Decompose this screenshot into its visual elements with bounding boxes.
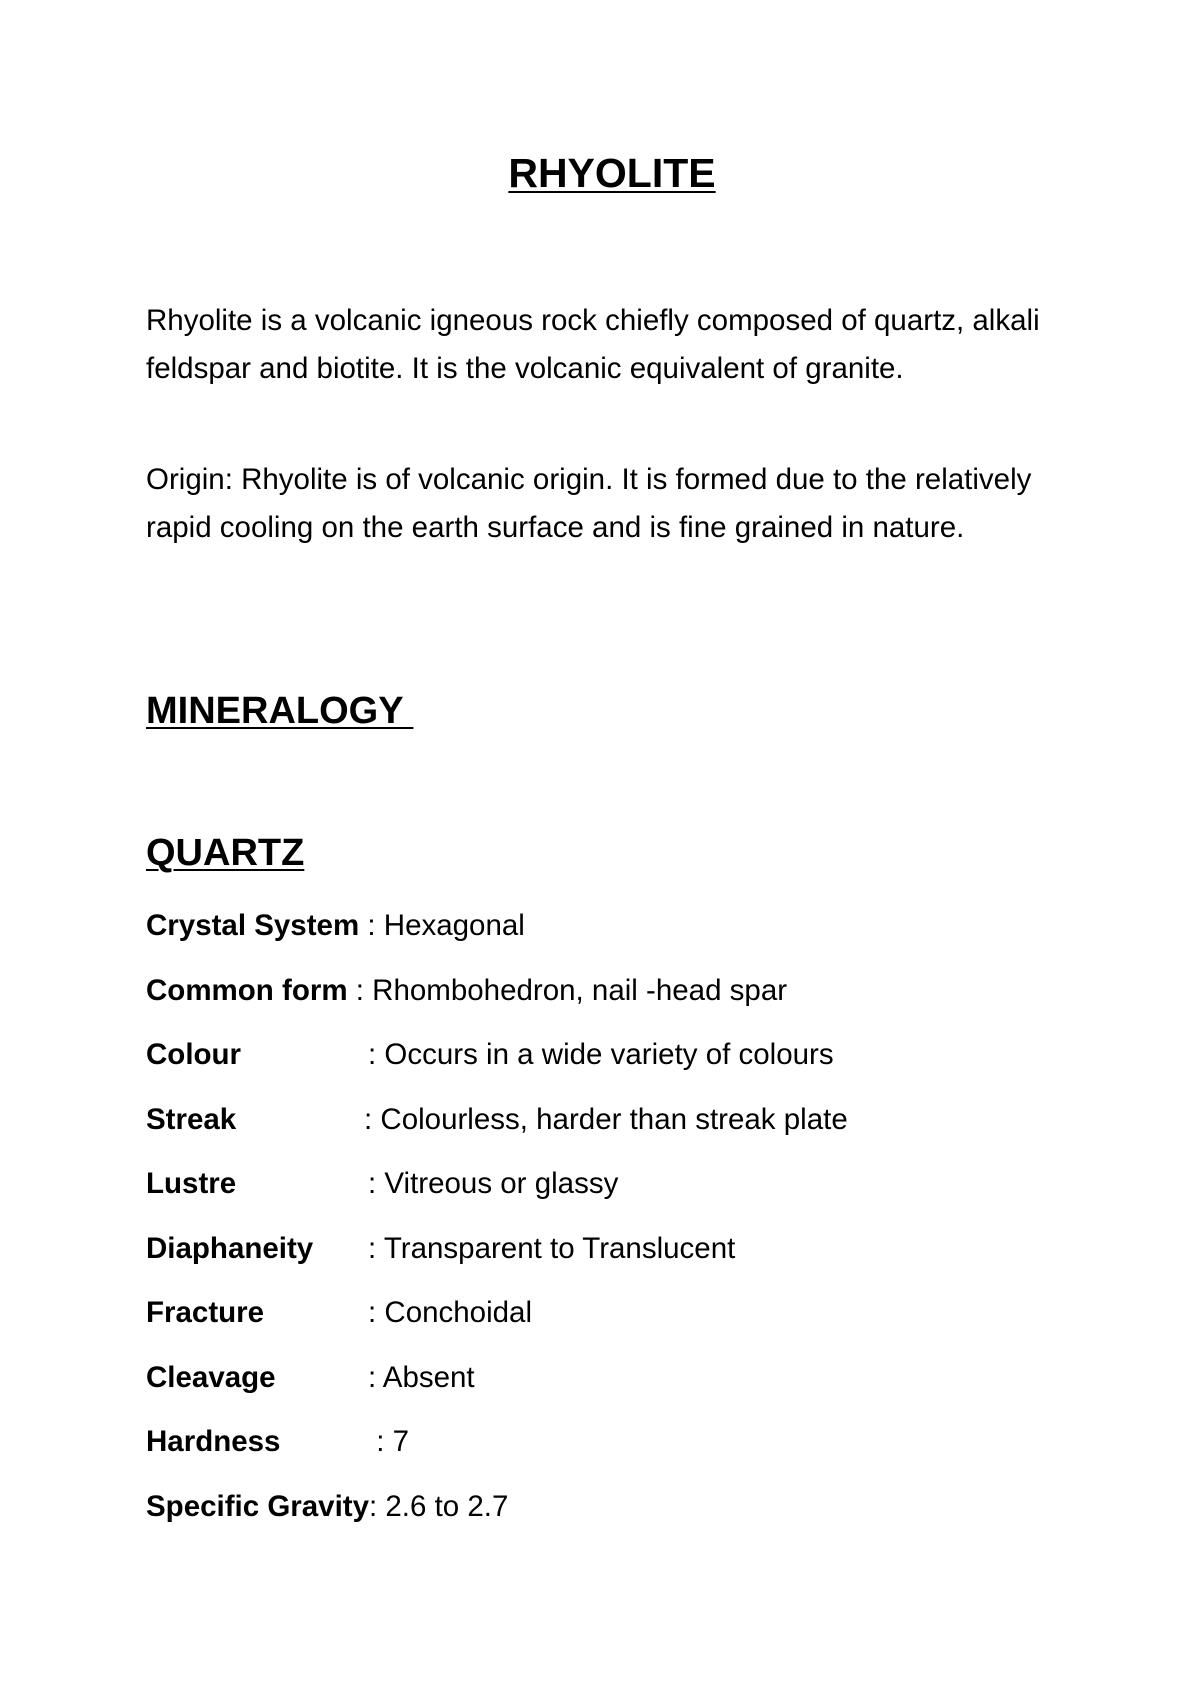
property-value: : 2.6 to 2.7 xyxy=(369,1489,509,1523)
property-row xyxy=(146,1293,1106,1358)
property-row xyxy=(146,1358,1106,1423)
property-value: : Conchoidal xyxy=(368,1296,532,1329)
property-label: Crystal System xyxy=(146,909,360,942)
property-label: Cleavage xyxy=(146,1360,276,1394)
property-value: : Hexagonal xyxy=(359,909,525,942)
property-label: Common form xyxy=(146,973,348,1007)
property-value: : Colourless, harder than streak plate xyxy=(364,1102,848,1136)
property-row xyxy=(146,906,1106,971)
property-value: : Absent xyxy=(368,1360,475,1394)
property-label: Streak xyxy=(146,1102,237,1136)
property-label: Hardness xyxy=(146,1425,281,1458)
property-value: : Occurs in a wide variety of colours xyxy=(368,1038,834,1071)
property-row xyxy=(146,1422,1106,1487)
property-row xyxy=(146,1035,1106,1100)
property-row xyxy=(146,971,1106,1036)
origin-paragraph: Origin: Rhyolite is of volcanic origin. It is formed due to the relatively rapid cooling on the earth surface and is fine grained in nature. xyxy=(146,463,1032,544)
property-label: Fracture xyxy=(146,1296,265,1329)
property-row xyxy=(146,1100,1106,1165)
property-row xyxy=(146,1164,1106,1229)
mineralogy-heading: MINERALOGY xyxy=(146,690,414,732)
property-label: Colour xyxy=(146,1038,242,1071)
property-value: : Rhombohedron, nail -head spar xyxy=(347,973,788,1007)
quartz-heading: QUARTZ xyxy=(146,832,305,874)
property-label: Lustre xyxy=(146,1167,237,1200)
intro-paragraph: Rhyolite is a volcanic igneous rock chiefly composed of quartz, alkali feldspar and biotite. It is the volcanic equivalent of granite. xyxy=(146,304,1040,385)
property-value: : Vitreous or glassy xyxy=(368,1167,619,1200)
property-label: Specific Gravity xyxy=(146,1489,369,1523)
quartz-properties xyxy=(146,906,1106,1551)
property-label: Diaphaneity xyxy=(146,1231,314,1265)
property-row xyxy=(146,1487,1106,1552)
property-value: : Transparent to Translucent xyxy=(368,1231,736,1265)
property-value: : 7 xyxy=(368,1425,409,1458)
property-row xyxy=(146,1229,1106,1294)
document-title: RHYOLITE xyxy=(508,150,716,196)
